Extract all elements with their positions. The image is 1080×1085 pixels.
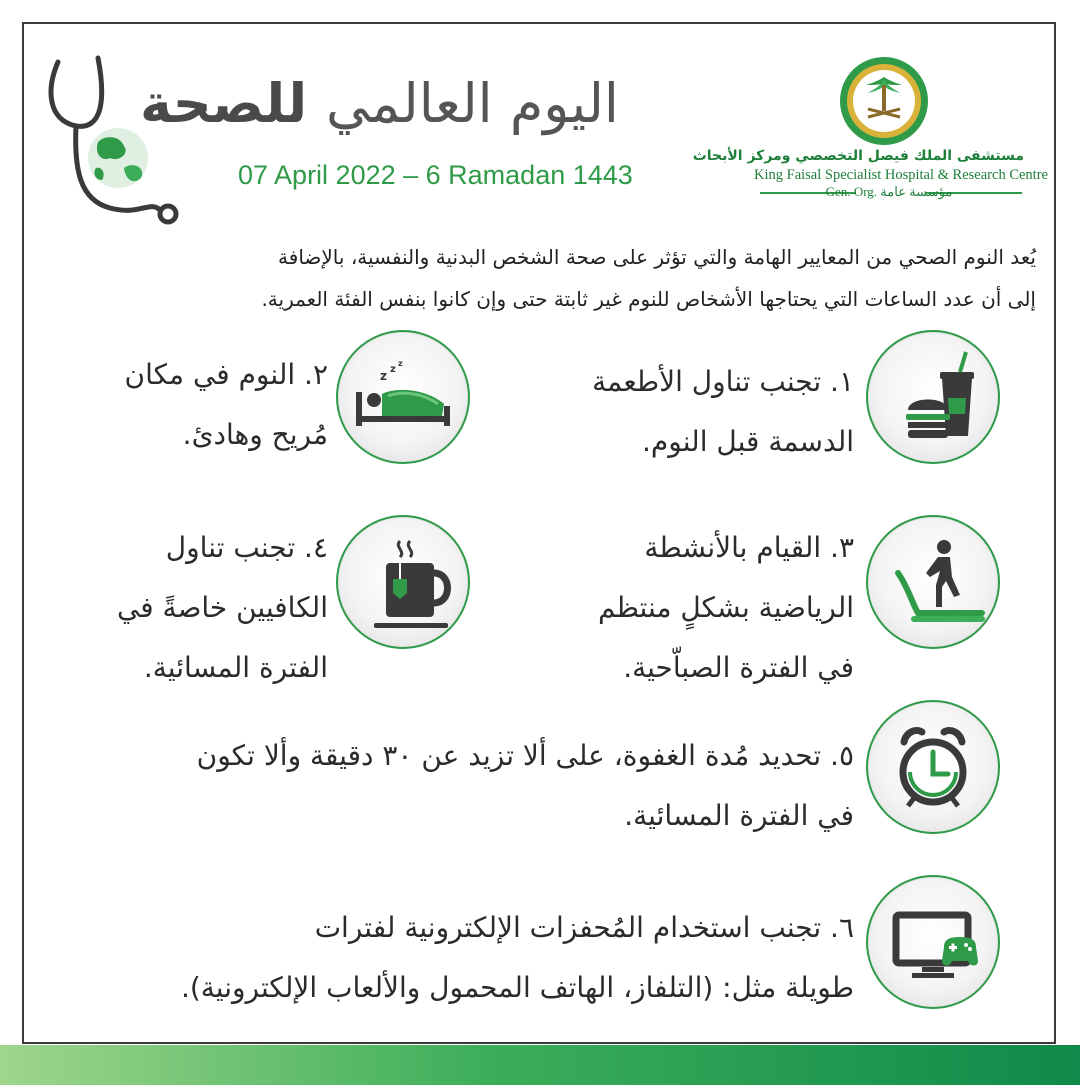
hospital-name-ar: مستشفى الملك فيصل التخصصي ومركز الأبحاث [692,148,1024,164]
title-part-1: اليوم العالمي [326,72,619,135]
tip-6-circle [866,875,1000,1009]
tip-4-line-2: الكافيين خاصةً في [116,591,328,624]
coffee-mug-icon [338,517,468,647]
tip-2-line-2: مُريح وهادئ. [182,418,328,451]
tip-4-line-3: الفترة المسائية. [143,651,328,684]
tip-3-line-1: ٣. القيام بالأنشطة [644,531,854,564]
tip-1-circle [866,330,1000,464]
page-title [140,72,740,135]
intro-paragraph [36,236,1036,320]
svg-text:z: z [390,364,396,375]
hospital-name-en: King Faisal Specialist Hospital & Research Centre [754,167,1048,183]
tip-4-circle [336,515,470,649]
tip-4-text [117,518,328,698]
tip-5-circle [866,700,1000,834]
tip-1-line-2: الدسمة قبل النوم. [642,425,854,458]
svg-text:z: z [398,359,403,368]
hospital-org: Gen. Org. مؤسسة عامة [825,184,953,199]
tip-6-line-2: طويلة مثل: (التلفاز، الهاتف المحمول والألعاب الإلكترونية). [180,971,854,1004]
bottom-gradient-bar [0,1045,1080,1085]
svg-text:z: z [380,369,387,383]
burger-drink-icon [868,332,998,462]
tip-3-line-2: الرياضية بشكلٍ منتظم [597,591,854,624]
tip-2-line-1: ٢. النوم في مكان [124,358,328,391]
tip-3-circle [866,515,1000,649]
sleeping-bed-icon [338,332,468,462]
tip-2-circle [336,330,470,464]
tip-1-text [592,352,854,472]
tip-6-line-1: ٦. تجنب استخدام المُحفزات الإلكترونية لفترات [314,911,854,944]
tip-1-line-1: ١. تجنب تناول الأطعمة [592,365,854,398]
tip-3-line-3: في الفترة الصباّحية. [623,651,854,684]
tip-5-line-2: في الفترة المسائية. [624,799,854,832]
alarm-clock-icon [868,702,998,832]
date-line: 07 April 2022 – 6 Ramadan 1443 [238,160,633,190]
tip-3-text [598,518,854,698]
tv-gamepad-icon [868,877,998,1007]
title-part-2: للصحة [140,72,308,135]
tip-5-text [197,726,854,846]
tip-2-text [125,345,329,465]
hospital-logo-icon [838,55,930,147]
tip-4-line-1: ٤. تجنب تناول [165,531,328,564]
treadmill-runner-icon [868,517,998,647]
intro-line-1: يُعد النوم الصحي من المعايير الهامة والتي تؤثر على صحة الشخص البدنية والنفسية، بالإضافة [278,245,1036,269]
tip-6-text [181,898,854,1018]
tip-5-line-1: ٥. تحديد مُدة الغفوة، على ألا تزيد عن ٣٠ دقيقة وألا تكون [196,739,854,772]
intro-line-2: إلى أن عدد الساعات التي يحتاجها الأشخاص للنوم غير ثابتة حتى وإن كانوا بنفس الفئة العمرية. [261,287,1036,311]
